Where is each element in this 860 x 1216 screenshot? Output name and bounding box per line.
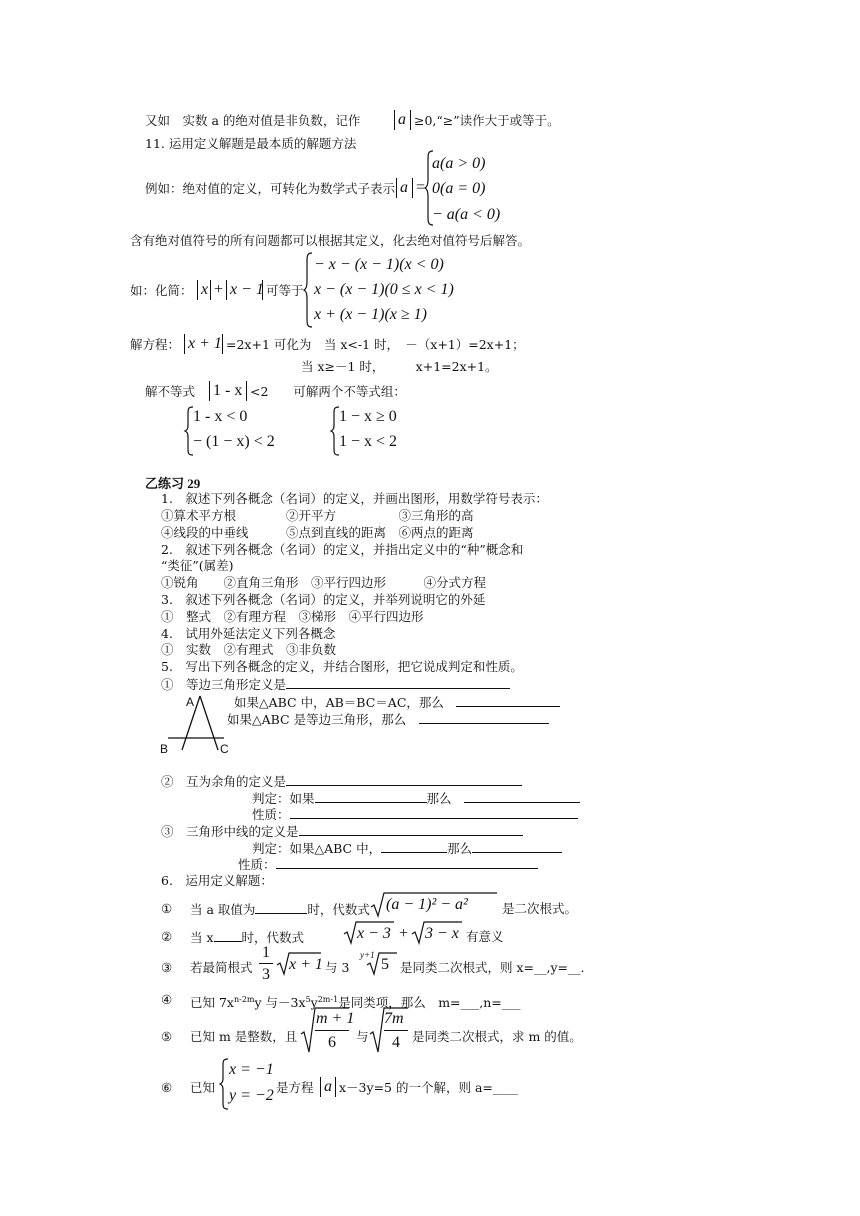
q6-2-radicand-1: x − 3 bbox=[357, 925, 391, 942]
answer-blank[interactable] bbox=[290, 806, 578, 819]
q6-5-frac1-num: m + 1 bbox=[316, 1010, 355, 1027]
exercise-item-1: 1. 叙述下列各概念（名词）的定义，并画出图形，用数学符号表示： bbox=[161, 491, 548, 506]
q6-1-radicand: (a − 1)² − a² bbox=[386, 896, 468, 913]
q6-4-num: ④ bbox=[161, 992, 173, 1007]
q6-6-suffix: x－3y=5 的一个解，则 a=____ bbox=[339, 1080, 518, 1095]
q5-1-line-b: 如果△ABC 是等边三角形，那么 bbox=[227, 711, 549, 728]
q6-5-frac2-num: 7m bbox=[384, 1010, 404, 1027]
expr-x: x bbox=[201, 281, 209, 298]
system2-line2: 1 − x < 2 bbox=[339, 433, 398, 450]
abs-bar bbox=[226, 280, 227, 300]
fraction-bar bbox=[384, 1030, 408, 1031]
simplify-case-1: − x − (x − 1)(x < 0) bbox=[314, 256, 444, 273]
q6-3-radicand-2: 5 bbox=[381, 956, 389, 973]
q5-3-label: ③ 三角形中线的定义是 bbox=[161, 823, 523, 840]
abs-bar bbox=[197, 280, 198, 300]
abs-case-2: 0(a = 0) bbox=[432, 180, 486, 197]
q6-title: 6. 运用定义解题： bbox=[161, 873, 273, 888]
q5-1-line-a: 如果△ABC 中，AB＝BC＝AC，那么 bbox=[234, 694, 560, 711]
vertex-label-b: B bbox=[160, 742, 169, 756]
text-ineq-prefix: 解不等式 bbox=[145, 384, 196, 399]
abs-bar-left-2 bbox=[396, 178, 397, 198]
q6-2-num: ② bbox=[161, 929, 173, 944]
answer-blank[interactable] bbox=[464, 790, 580, 803]
exercise-item-3a: ① 整式 ②有理方程 ③梯形 ④平行四边形 bbox=[161, 609, 424, 624]
system1-line2: − (1 − x) < 2 bbox=[193, 433, 275, 450]
simplify-case-2: x − (x − 1)(0 ≤ x < 1) bbox=[314, 281, 454, 298]
answer-blank[interactable] bbox=[419, 711, 549, 724]
q5-3-prop: 性质： bbox=[238, 856, 538, 873]
fraction-denominator: 3 bbox=[262, 966, 270, 983]
simplify-case-3: x + (x − 1)(x ≥ 1) bbox=[314, 306, 427, 323]
answer-blank[interactable] bbox=[286, 773, 522, 786]
answer-blank[interactable] bbox=[456, 694, 560, 707]
q6-3-prefix: 若最简根式 bbox=[190, 960, 253, 975]
q6-6-num: ⑥ bbox=[161, 1080, 173, 1095]
text-can-equal: 可等于 bbox=[266, 283, 304, 298]
q6-4-text: 已知 $7x^{n-2m}y$ 与$-3x^5y^{2m-1}$是同类项，那么 m=___,n=___ bbox=[190, 995, 521, 1011]
exponent: 2m-1 bbox=[317, 995, 339, 1004]
exercise-item-5: 5. 写出下列各概念的定义，并结合图形，把它说成判定和性质。 bbox=[161, 659, 523, 674]
q6-3-root-index: y+1 bbox=[360, 950, 375, 960]
answer-blank[interactable] bbox=[299, 823, 523, 836]
answer-blank[interactable] bbox=[381, 840, 447, 853]
left-brace-icon bbox=[219, 1058, 229, 1110]
text-geq-note: ≥0,“≥”读作大于或等于。 bbox=[414, 113, 560, 128]
abs-bar-right-2 bbox=[412, 178, 413, 198]
answer-blank[interactable] bbox=[255, 901, 307, 914]
system1-line1: 1 - x < 0 bbox=[193, 408, 248, 425]
q5-2-judge: 判定：如果 那么 bbox=[252, 790, 580, 807]
q6-1-text: 当 a 取值为 时，代数式 bbox=[190, 902, 370, 917]
text-line-abs-nonneg: 又如 实数 a 的绝对值是非负数，记作 bbox=[145, 113, 361, 128]
abs-bar bbox=[222, 334, 223, 354]
text-solve-rest: =2x+1 可化为 当 x<-1 时， －（x+1）=2x+1； bbox=[226, 337, 525, 352]
abs-bar bbox=[209, 381, 210, 401]
q6-2-suffix: 有意义 bbox=[466, 929, 504, 944]
q6-2-plus: + bbox=[399, 925, 409, 942]
q6-5-suffix: 是同类二次根式，求 m 的值。 bbox=[412, 1029, 582, 1044]
solve-abs-expr: x + 1 bbox=[188, 335, 222, 352]
exercise-title: 乙练习 29 bbox=[145, 476, 201, 491]
q6-6-sys-x: x = −1 bbox=[229, 1061, 274, 1078]
abs-bar bbox=[320, 1077, 321, 1097]
q6-6-sys-y: y = −2 bbox=[229, 1087, 274, 1104]
exercise-item-1a: ①算术平方根 ②开平方 ③三角形的高 bbox=[161, 508, 474, 523]
abs-bar bbox=[262, 280, 263, 300]
answer-blank[interactable] bbox=[214, 929, 242, 942]
text-abs-def-intro: 例如：绝对值的定义，可转化为数学式子表示 bbox=[145, 181, 396, 196]
plus-sign: + bbox=[214, 281, 224, 298]
answer-blank[interactable] bbox=[472, 840, 562, 853]
abs-bar bbox=[246, 381, 247, 401]
system2-line1: 1 − x ≥ 0 bbox=[339, 408, 397, 425]
exercise-item-4: 4. 试用外延法定义下列各概念 bbox=[161, 626, 336, 641]
abs-bar bbox=[210, 280, 211, 300]
q6-3-mid: 与 3 bbox=[325, 960, 350, 975]
q5-1-label: ① 等边三角形定义是 bbox=[161, 676, 510, 693]
text-abs-note: 含有绝对值符号的所有问题都可以根据其定义，化去绝对值符号后解答。 bbox=[130, 233, 531, 248]
abs-var: a bbox=[398, 111, 406, 128]
answer-blank[interactable] bbox=[286, 676, 510, 689]
exercise-item-2-cont: “类征”(属差) bbox=[161, 558, 234, 573]
q6-1-suffix: 是二次根式。 bbox=[502, 901, 578, 916]
q6-3-suffix: 是同类二次根式，则 x=__,y=__. bbox=[400, 960, 585, 975]
abs-bar-right bbox=[410, 110, 411, 130]
q6-1-num: ① bbox=[161, 901, 173, 916]
exercise-item-4a: ① 实数 ②有理式 ③非负数 bbox=[161, 642, 337, 657]
q6-5-frac2-den: 4 bbox=[392, 1034, 400, 1051]
q5-3-judge: 判定：如果△ABC 中， 那么 bbox=[252, 840, 562, 857]
text-heading-11: 11. 运用定义解题是最本质的解题方法 bbox=[145, 136, 357, 151]
q6-3-radicand-1: x + 1 bbox=[289, 956, 323, 973]
q6-6-abs-var: a bbox=[324, 1078, 332, 1095]
q5-2-label: ② 互为余角的定义是 bbox=[161, 773, 522, 790]
q6-3-num: ③ bbox=[161, 960, 173, 975]
equals-sign: = bbox=[416, 179, 426, 196]
q6-6-mid: 是方程 bbox=[276, 1080, 314, 1095]
answer-blank[interactable] bbox=[315, 790, 427, 803]
q6-2-radicand-2: 3 − x bbox=[425, 925, 459, 942]
q5-2-prop: 性质： bbox=[252, 806, 578, 823]
q6-6-prefix: 已知 bbox=[190, 1080, 216, 1095]
ineq-abs-expr: 1 - x bbox=[213, 382, 243, 399]
q6-5-num: ⑤ bbox=[161, 1029, 173, 1044]
q6-5-frac1-den: 6 bbox=[328, 1034, 336, 1051]
exponent: 5 bbox=[305, 995, 311, 1004]
text-simplify-prefix: 如：化简： bbox=[130, 283, 193, 298]
q6-5-prefix: 已知 m 是整数，且 bbox=[190, 1029, 298, 1044]
abs-bar-left bbox=[394, 110, 395, 130]
exercise-item-2: 2. 叙述下列各概念（名词）的定义，并指出定义中的“种”概念和 bbox=[161, 542, 524, 557]
text-solve-line2: 当 x≥－1 时， x+1=2x+1。 bbox=[301, 359, 498, 374]
exercise-item-2a: ①锐角 ②直角三角形 ③平行四边形 ④分式方程 bbox=[161, 575, 487, 590]
fraction-bar bbox=[259, 963, 273, 964]
text-ineq-rest: <2 可解两个不等式组： bbox=[250, 384, 406, 399]
abs-case-1: a(a > 0) bbox=[432, 155, 486, 172]
answer-blank[interactable] bbox=[276, 856, 538, 869]
vertex-label-a: A bbox=[186, 695, 195, 709]
abs-case-3: − a(a < 0) bbox=[432, 206, 501, 223]
text-solve-prefix: 解方程： bbox=[130, 337, 181, 352]
exercise-item-3: 3. 叙述下列各概念（名词）的定义，并举列说明它的外延 bbox=[161, 592, 486, 607]
left-brace-icon bbox=[303, 252, 313, 328]
expr-x-minus-1: x − 1 bbox=[230, 281, 264, 298]
fraction-bar bbox=[315, 1030, 349, 1031]
abs-bar bbox=[184, 334, 185, 354]
vertex-label-c: C bbox=[220, 742, 229, 756]
fraction-numerator: 1 bbox=[262, 944, 270, 961]
exponent: n-2m bbox=[233, 995, 255, 1004]
abs-bar bbox=[335, 1077, 336, 1097]
exercise-item-1b: ④线段的中垂线 ⑤点到直线的距离 ⑥两点的距离 bbox=[161, 525, 474, 540]
q6-5-mid: 与 bbox=[356, 1029, 369, 1044]
q6-2-text: 当 x 时，代数式 bbox=[190, 930, 305, 945]
abs-var-2: a bbox=[400, 179, 408, 196]
